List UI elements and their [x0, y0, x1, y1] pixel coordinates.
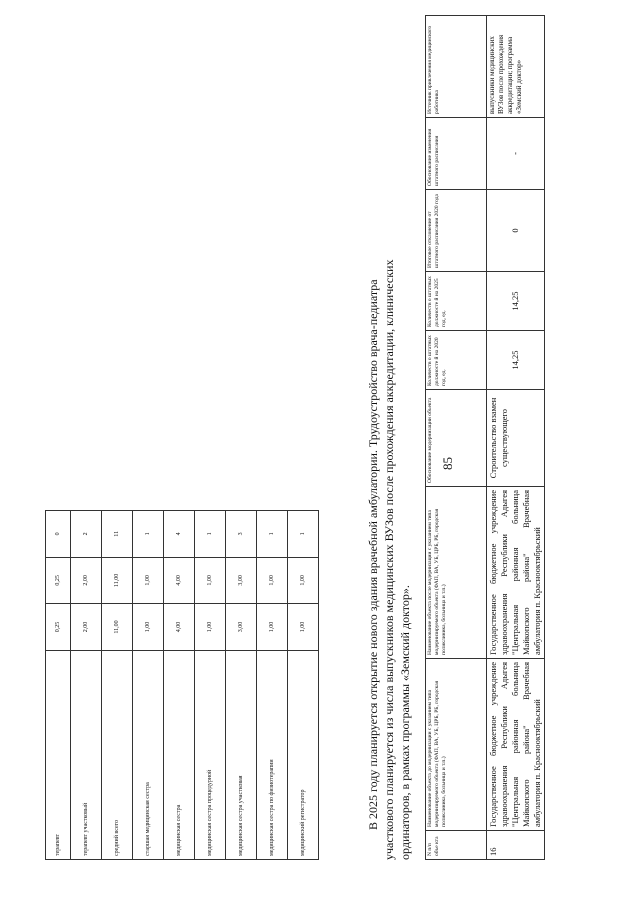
staff-value-2025: 1,00: [195, 557, 226, 604]
table-row: [164, 511, 195, 860]
staff-name: медицинская сестра: [164, 650, 195, 859]
staff-value-2020: 3,00: [226, 604, 257, 651]
paragraph-line-2: участкового планируется из числа выпускников медицинских ВУЗов после прохождения аккредитации, клинических: [382, 259, 396, 860]
staff-value-total: 1: [195, 511, 226, 558]
staff-name: медицинская сестра по физиотерапии: [257, 650, 288, 859]
table-row: [226, 511, 257, 860]
paragraph-line-1: В 2025 году планируется открытие нового здания врачебной амбулатории. Трудоустройство врача-педиатра: [366, 279, 380, 830]
cell-count2020: 14,25: [487, 331, 545, 390]
staff-value-2025: 4,00: [164, 557, 195, 604]
staff-name: средний всего: [102, 650, 133, 859]
staff-value-2025: 2,00: [71, 557, 102, 604]
staff-name: терапевт участковый: [71, 650, 102, 859]
staff-value-total: 0: [46, 511, 71, 558]
table-row: [46, 511, 71, 860]
header-reason: Обоснование модернизации объекта: [426, 390, 487, 487]
cell-deviation: 0: [487, 190, 545, 272]
table-row: [102, 511, 133, 860]
cell-reason: Строительство взамен существующего: [487, 390, 545, 487]
staff-value-2020: 1,00: [133, 604, 164, 651]
staff-value-2025: 1,00: [257, 557, 288, 604]
staff-value-total: 3: [226, 511, 257, 558]
page-number: 85: [440, 457, 455, 470]
staff-name: медицинский регистратор: [288, 650, 319, 859]
staff-value-2020: 2,00: [71, 604, 102, 651]
rotated-page: [10, 10, 630, 890]
staff-name: медицинская сестра участковая: [226, 650, 257, 859]
table-row: [133, 511, 164, 860]
cell-source: выпускники медицинских ВУЗов после прохождения аккредитации; программа «Земский доктор»: [487, 16, 545, 118]
staff-value-2020: 11,00: [102, 604, 133, 651]
staff-value-2025: 0,25: [46, 557, 71, 604]
table-row: [288, 511, 319, 860]
cell-count2025: 14,25: [487, 272, 545, 331]
header-count2020: Количеств о штатных должносте й на 2020 год, ед.: [426, 331, 487, 390]
header-deviation: Итоговое отклонение от штатного расписания 2020 года: [426, 190, 487, 272]
table-row: [195, 511, 226, 860]
table-row: [71, 511, 102, 860]
staff-value-2020: 4,00: [164, 604, 195, 651]
paragraph-line-3: ординаторов, в рамках программы «Земский доктор».: [398, 585, 412, 860]
cell-before: Государственное бюджетное учреждение здравоохранения Республики Адыгея "Центральная районная больница Майкопского района" Врачебная амбулатория п. Краснооктябрьский: [487, 659, 545, 831]
staff-value-2020: 1,00: [195, 604, 226, 651]
staff-value-total: 4: [164, 511, 195, 558]
staff-value-total: 1: [133, 511, 164, 558]
staff-name: терапевт: [46, 650, 71, 859]
header-source: Источник привлечения медицинского работника: [426, 16, 487, 118]
staff-name: старшая медицинская сестра: [133, 650, 164, 859]
staff-value-2020: 0,25: [46, 604, 71, 651]
table-header-row: [426, 16, 487, 860]
staff-value-2025: 1,00: [133, 557, 164, 604]
cell-after: Государственное бюджетное учреждение здравоохранения Республики Адыгея "Центральная районная больница Майкопского района" Врачебная амбулатория п. Краснооктябрьский: [487, 487, 545, 659]
cell-num: 16: [487, 831, 545, 860]
staff-value-2025: 3,00: [226, 557, 257, 604]
staff-value-total: 1: [288, 511, 319, 558]
staff-value-2025: 11,00: [102, 557, 133, 604]
modernization-table: [425, 15, 545, 860]
staff-table: [45, 510, 319, 860]
header-after: Наименование объекта после модернизации с указанием типа модернизируемого объекта (ФАП, ВА, УБ, ЦРБ, РБ, городская поликлиника, больница и т.п.): [426, 487, 487, 659]
table-row: [487, 16, 545, 860]
header-justification: Обоснование изменения штатного расписания: [426, 118, 487, 190]
table-row: [257, 511, 288, 860]
body-paragraph: [365, 20, 413, 860]
staff-name: медицинская сестра процедурной: [195, 650, 226, 859]
staff-value-total: 2: [71, 511, 102, 558]
cell-justification: -: [487, 118, 545, 190]
staff-value-2020: 1,00: [257, 604, 288, 651]
staff-value-2025: 1,00: [288, 557, 319, 604]
staff-value-2020: 1,00: [288, 604, 319, 651]
header-count2025: Количеств о штатных должносте й на 2025 год, ед.: [426, 272, 487, 331]
header-num: N п/п объе кта: [426, 831, 487, 860]
staff-value-total: 11: [102, 511, 133, 558]
header-before: Наименование объекта до модернизации с указанием типа модернизируемого объекта (ФАП, ВА, УБ, ЦРБ, РБ, городская поликлиника, больница и т.п.): [426, 659, 487, 831]
staff-value-total: 1: [257, 511, 288, 558]
